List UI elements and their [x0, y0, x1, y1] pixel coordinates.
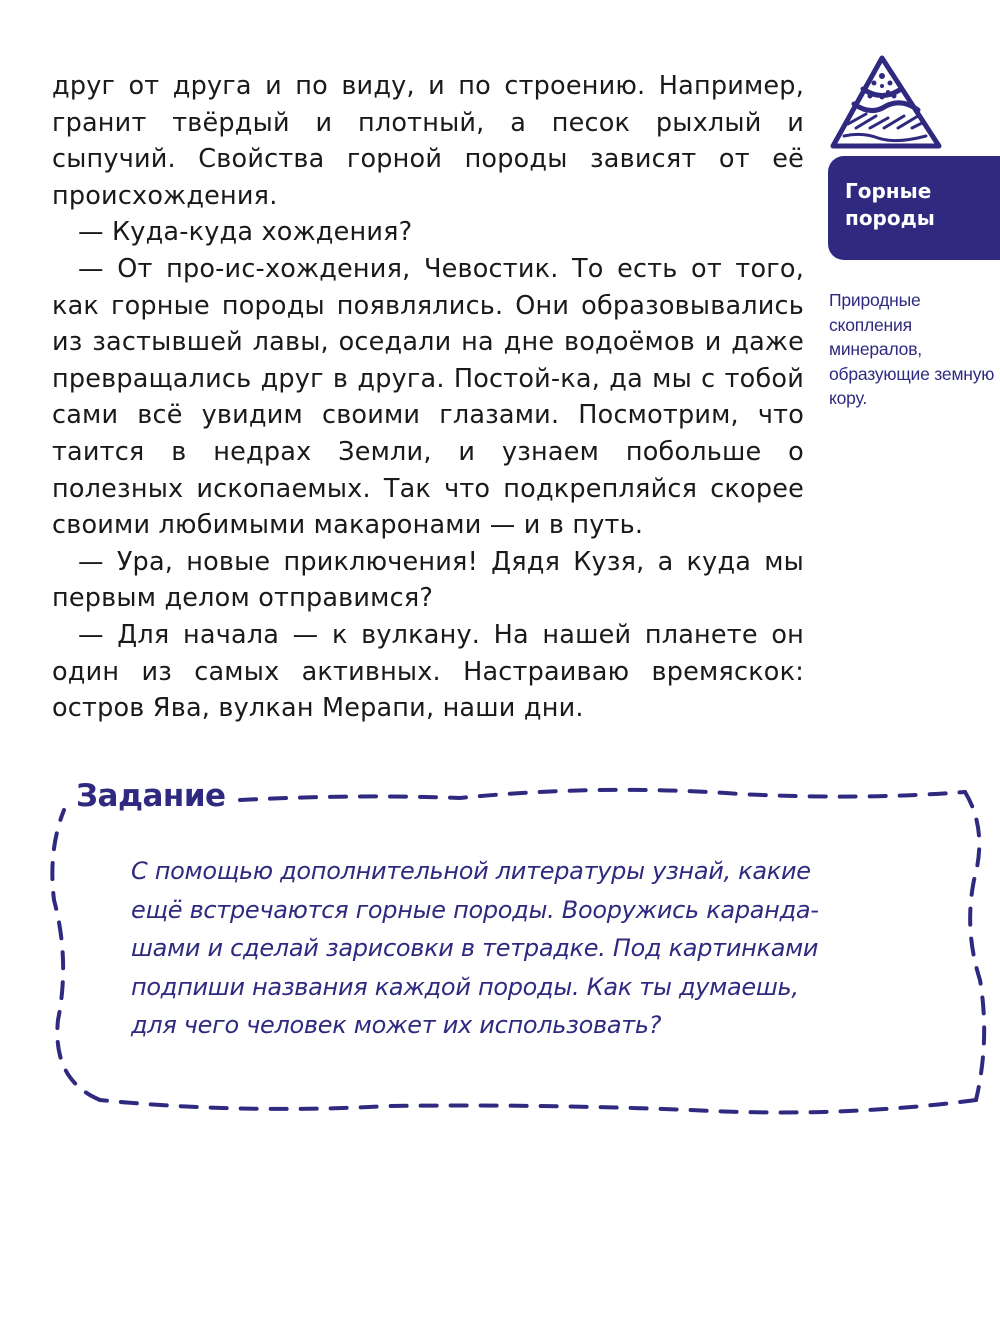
dialogue-line: — От про-ис-хождения, Чевостик. То есть от того, как горные породы появлялись. Они образовывались из застывшей лавы, оседали на дне водоёмов и даже превращались друг в друга. Постой-ка, да мы с тобой сами всё увидим своими глазами. Посмотрим, что таится в недрах Земли, и узнаем побольше о полезных ископаемых. Так что подкрепляйся скорее своими любимыми макаронами — и в путь.	[52, 253, 804, 541]
paragraph: друг от друга и по виду, и по строению. Например, гранит твёрдый и плотный, а песок рыхлый и сыпучий. Свойства горной породы зависят от её происхождения.	[52, 71, 804, 211]
term-tab	[828, 156, 1000, 260]
dialogue-line: — Для начала — к вулкану. На нашей планете он один из самых активных. Настраиваю времяскок: остров Ява, вулкан Мерапи, наши дни.	[52, 619, 804, 724]
term-definition: Природные скопления минералов, образующие земную кору.	[829, 290, 995, 408]
task-line: подпиши названия каждой породы. Как ты думаешь,	[131, 972, 799, 1001]
term-title: Горные породы	[845, 179, 935, 230]
task-text	[131, 852, 951, 1045]
task-line: С помощью дополнительной литературы узнай, какие	[131, 857, 811, 885]
task-line: для чего человек может их использовать?	[131, 1011, 662, 1040]
task-line: ещё встречаются горные породы. Вооружись каранда-	[131, 895, 819, 924]
mountain-icon	[826, 52, 946, 152]
task-line: шами и сделай зарисовки в тетрадке. Под картинками	[131, 934, 819, 963]
main-text	[52, 68, 804, 727]
dialogue-line: — Ура, новые приключения! Дядя Кузя, а куда мы первым делом отправимся?	[52, 546, 804, 614]
dialogue-line: — Куда-куда хождения?	[78, 217, 413, 248]
task-title: Задание	[74, 778, 232, 814]
